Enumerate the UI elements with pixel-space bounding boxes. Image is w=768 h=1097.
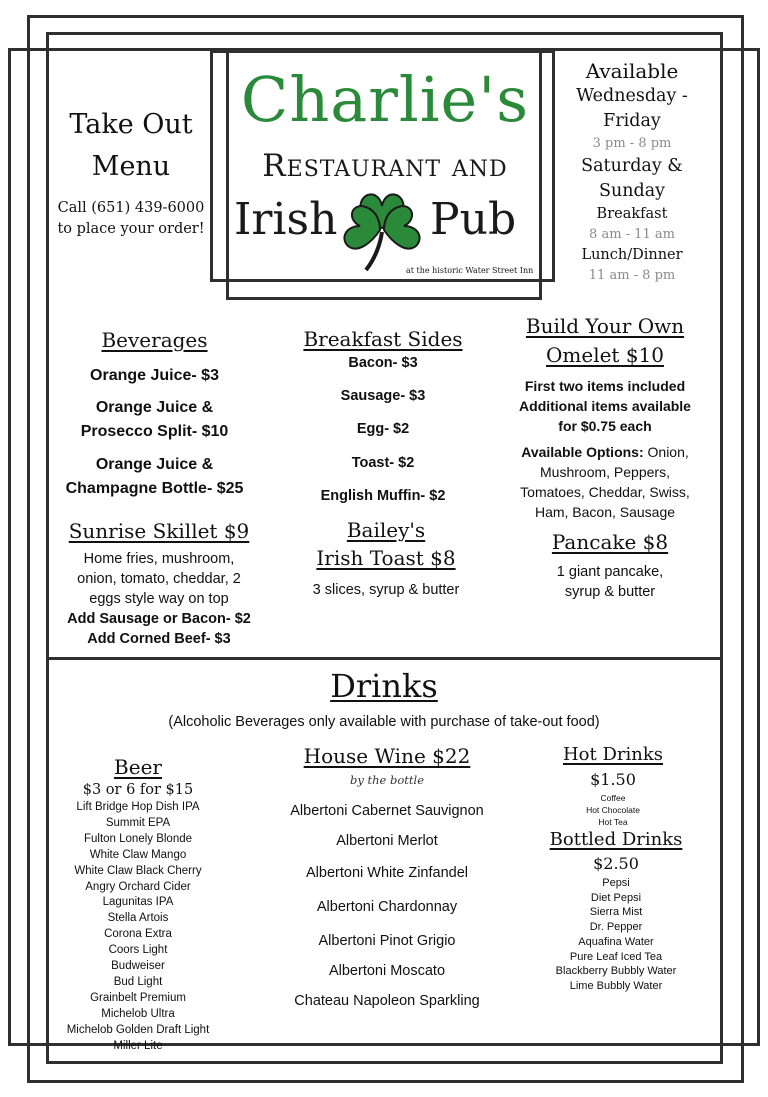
pancake-section: Pancake $8 1 giant pancake, syrup & butter [551,530,669,600]
wine-list [270,800,504,1012]
omelet-section: Build Your Own Omelet $10 First two items included Additional items available for $0.75 each Available Options: Onion, Mushroom, Peppers, Tomatoes, Cheddar, Swiss, Ham, Bacon, Sausage [498,312,712,522]
toast-section: Bailey's Irish Toast $8 3 slices, syrup & butter [312,518,460,598]
list-item: Michelob Golden Draft Light [66,1023,210,1036]
beer-list [52,800,224,1055]
list-item: Aquafina Water [578,935,654,948]
list-item: Sierra Mist [589,906,643,919]
list-item: Albertoni White Zinfandel [306,865,468,881]
list-item: Blackberry Bubbly Water [555,965,677,978]
list-item: Miller Lite [113,1039,163,1052]
skillet-title: Sunrise Skillet $9 [68,519,250,543]
list-item: Albertoni Merlot [336,833,438,849]
list-item: Grainbelt Premium [90,991,186,1004]
beverages-section: Beverages Orange Juice- $3 Orange Juice & Prosecco Split- $10 Orange Juice & Champagne Bottle- $25 [52,325,257,501]
list-item: Pure Leaf Iced Tea [569,950,663,963]
logo-line-restaurant: Restaurant and [262,148,508,184]
list-item: Budweiser [111,960,165,973]
list-item: Dr. Pepper [589,921,643,934]
list-item: Lift Bridge Hop Dish IPA [76,801,200,813]
list-item: Chateau Napoleon Sparkling [294,993,480,1009]
sides-title: Breakfast Sides [303,327,463,351]
hot-drinks-section: Hot Drinks $1.50 Coffee Hot Chocolate Hot Tea [540,742,686,828]
list-item: Hot Chocolate [586,805,640,815]
list-item: Albertoni Pinot Grigio [318,933,456,949]
list-item: Lagunitas IPA [102,896,174,909]
list-item: Hot Tea [598,817,628,827]
list-item: Corona Extra [104,928,172,941]
list-item: Albertoni Chardonnay [316,899,458,915]
drinks-title: Drinks [330,667,438,705]
list-item: Fulton Lonely Blonde [83,832,193,845]
list-item: White Claw Mango [89,848,187,861]
takeout-title: Take Out Menu [69,109,193,182]
sides-section: Breakfast Sides Bacon- $3 Sausage- $3 Egg- $2 Toast- $2 English Muffin- $2 [288,325,478,506]
logo-line-pub: Pub [430,194,517,245]
list-item: Angry Orchard Cider [85,880,191,893]
hot-drinks-list [540,792,686,828]
beverages-title: Beverages [101,328,208,352]
list-item: Albertoni Moscato [328,963,446,979]
skillet-section: Sunrise Skillet $9 Home fries, mushroom, onion, tomato, cheddar, 2 eggs style way on top Add Sausage or Bacon- $2 Add Corned Beef- $3 [52,516,266,649]
list-item: Summit EPA [105,816,171,829]
bottled-drinks-list [536,876,696,994]
list-item: Diet Pepsi [590,891,642,904]
shamrock-icon [338,184,426,276]
list-item: Coffee [600,793,626,803]
beer-section: Beer $3 or 6 for $15 Lift Bridge Hop Dish IPA Summit EPA Fulton Lonely Blonde White Claw Mango White Claw Black Cherry Angry Orchard Cider Lagunitas IPA Stella Artois Corona Extra Coors Light Budweiser Bud Light Grainbelt Premium Michelob Ultra Michelob Golden Draft Light Miller Lite [52,754,224,1055]
list-item: White Claw Black Cherry [74,864,202,877]
hours-panel: Available Wednesday - Friday 3 pm - 8 pm Saturday & Sunday Breakfast 8 am - 11 am Lunch/Dinner 11 am - 8 pm [576,59,688,283]
wine-section: House Wine $22 by the bottle Albertoni Cabernet Sauvignon Albertoni Merlot Albertoni White Zinfandel Albertoni Chardonnay Albertoni Pinot Grigio Albertoni Moscato Chateau Napoleon Sparkling [270,742,504,1012]
restaurant-logo [230,60,540,280]
omelet-options: Available Options: Onion, [521,444,689,460]
call-info: Call (651) 439-6000 to place your order! [57,200,205,237]
logo-tagline: at the historic Water Street Inn [406,266,534,275]
list-item: Michelob Ultra [101,1007,175,1020]
list-item: Albertoni Cabernet Sauvignon [290,803,484,819]
list-item: Pepsi [602,877,630,889]
logo-line-irish: Irish [234,194,338,245]
list-item: Lime Bubbly Water [569,979,663,992]
bottled-drinks-section: Bottled Drinks $2.50 Pepsi Diet Pepsi Sierra Mist Dr. Pepper Aquafina Water Pure Leaf Iced Tea Blackberry Bubbly Water Lime Bubbly Water [536,828,696,994]
list-item: Stella Artois [107,912,169,925]
list-item: Coors Light [108,944,168,957]
drinks-note: (Alcoholic Beverages only available with purchase of take-out food) [168,714,600,730]
list-item: Bud Light [113,975,163,988]
logo-name: Charlie's [240,63,530,136]
takeout-header [52,104,210,240]
section-divider [48,657,720,660]
